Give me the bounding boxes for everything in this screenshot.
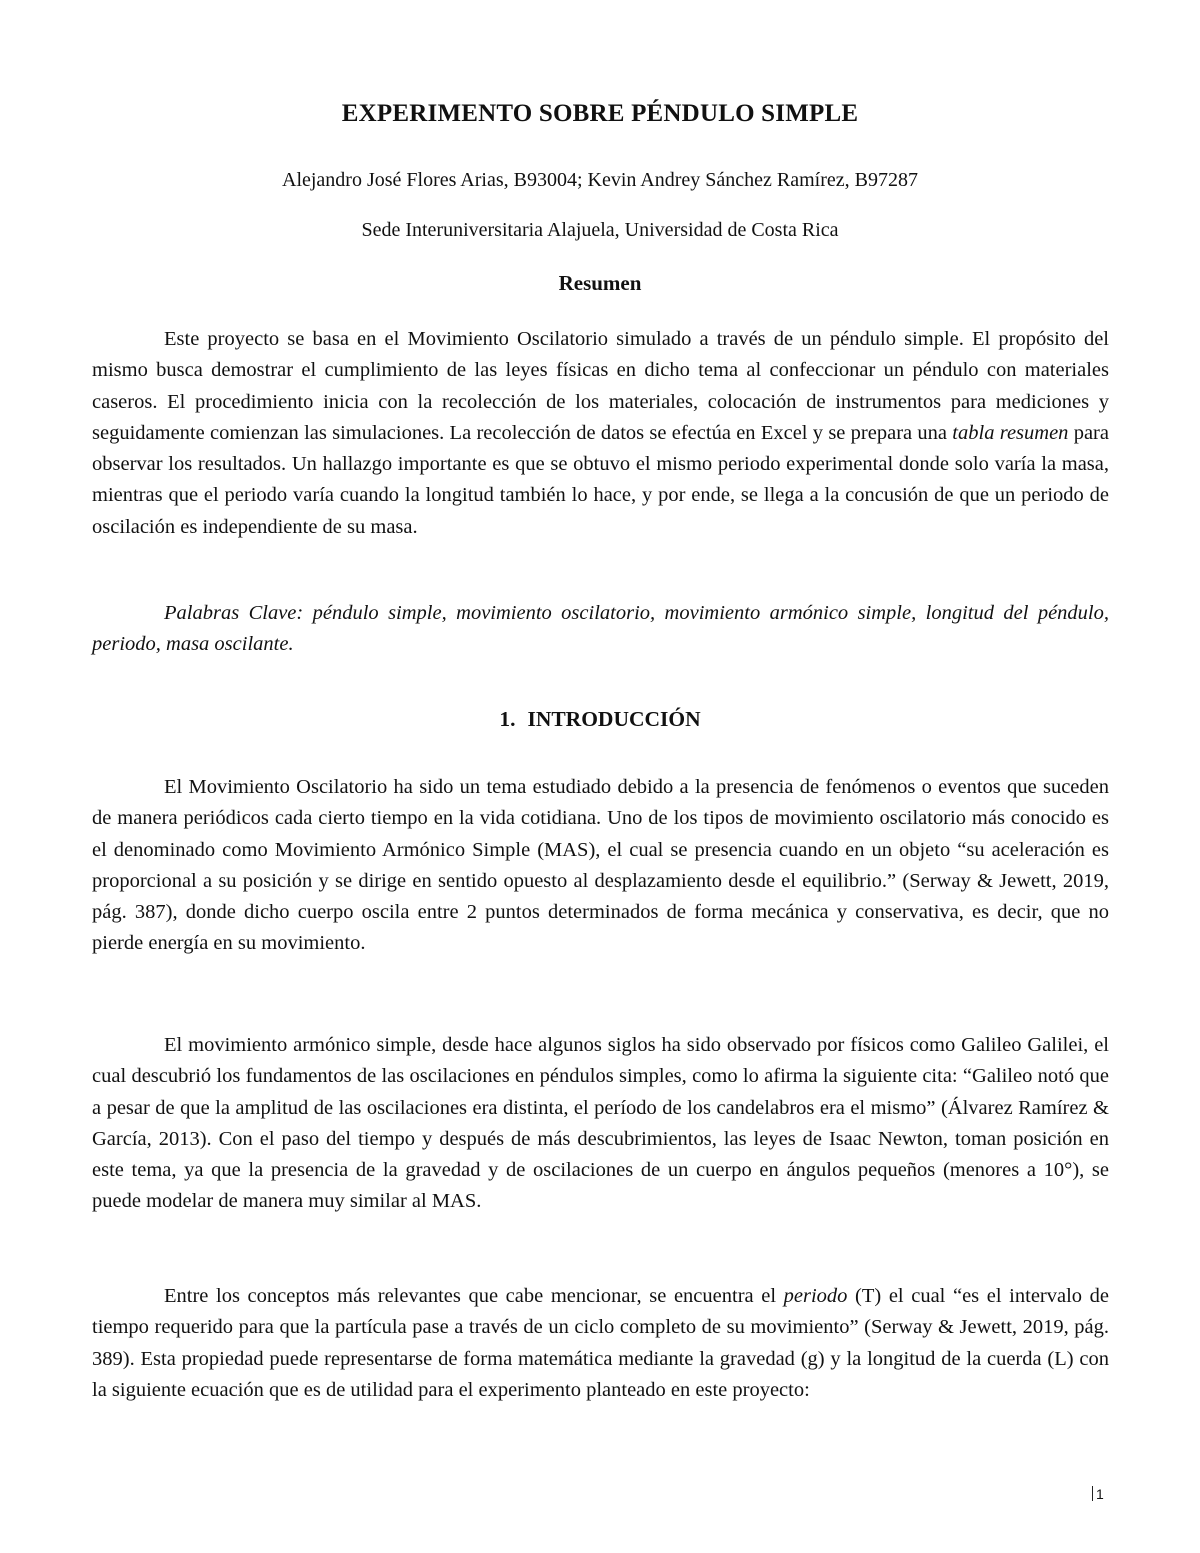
abstract-text-2: para observar los resultados. Un hallazgo importante es que se obtuvo el mismo periodo experimental donde solo varía la masa, mientras que el periodo varía cuando la longitud también lo hace, y por ende, se llega a la concusión de que un periodo de oscilación es independiente de su masa. — [92, 421, 1109, 538]
abstract-paragraph — [92, 324, 1109, 543]
page-number-value: 1 — [1096, 1486, 1104, 1502]
paper-title: EXPERIMENTO SOBRE PÉNDULO SIMPLE — [341, 100, 859, 127]
intro3-text-1: Entre los conceptos más relevantes que cabe mencionar, se encuentra el — [164, 1285, 784, 1307]
abstract-text-1: Este proyecto se basa en el Movimiento Oscilatorio simulado a través de un péndulo simple. El propósito del mismo busca demostrar el cumplimiento de las leyes físicas en dicho tema al confeccionar un péndulo con materiales caseros. El procedimiento inicia con la recolección de los materiales, colocación de instrumentos para mediciones y seguidamente comienzan las simulaciones. La recolección de datos se efectúa en Excel y se prepara una — [92, 328, 1109, 444]
section-heading-introduction — [0, 707, 1200, 732]
affiliation: Sede Interuniversitaria Alajuela, Universidad de Costa Rica — [361, 219, 839, 241]
intro-paragraph-1: El Movimiento Oscilatorio ha sido un tema estudiado debido a la presencia de fenómenos o eventos que suceden de manera periódicos cada cierto tiempo en la vida cotidiana. Uno de los tipos de movimiento oscilatorio más conocido es el denominado como Movimiento Armónico Simple (MAS), el cual se presencia cuando en un objeto “su aceleración es proporcional a su posición y se dirige en sentido opuesto al desplazamiento desde el equilibrio.” (Serway & Jewett, 2019, pág. 387), donde dicho cuerpo oscila entre 2 puntos determinados de forma mecánica y conservativa, es decir, que no pierde energía en su movimiento. — [92, 776, 1109, 955]
keywords-paragraph: Palabras Clave: péndulo simple, movimiento oscilatorio, movimiento armónico simple, longitud del péndulo, periodo, masa oscilante. — [92, 602, 1109, 655]
intro-paragraph-2: El movimiento armónico simple, desde hace algunos siglos ha sido observado por físicos como Galileo Galilei, el cual descubrió los fundamentos de las oscilaciones en péndulos simples, como lo afirma la siguiente cita: “Galileo notó que a pesar de que la amplitud de las oscilaciones era distinta, el período de los candelabros era el mismo” (Álvarez Ramírez & García, 2013). Con el paso del tiempo y después de más descubrimientos, las leyes de Isaac Newton, toman posición en este tema, ya que la presencia de la gravedad y de oscilaciones de un cuerpo en ángulos pequeños (menores a 10°), se puede modelar de manera muy similar al MAS. — [92, 1034, 1109, 1213]
page-number — [1092, 1486, 1104, 1502]
page-number-divider — [1092, 1486, 1093, 1501]
abstract-italic-term: tabla resumen — [952, 421, 1069, 444]
intro3-italic-term: periodo — [783, 1285, 848, 1307]
intro-paragraph-3 — [92, 1281, 1109, 1406]
section-title: INTRODUCCIÓN — [527, 707, 701, 731]
intro3-text-2: (T) el cual “es el intervalo de tiempo requerido para que la partícula pase a través de un ciclo completo de su movimiento” (Serway & Jewett, 2019, pág. 389). Esta propiedad puede representarse de forma matemática mediante la gravedad (g) y la longitud de la cuerda (L) con la siguiente ecuación que es de utilidad para el experimento planteado en este proyecto: — [92, 1285, 1109, 1401]
section-number: 1. — [499, 707, 516, 731]
author-list: Alejandro José Flores Arias, B93004; Kevin Andrey Sánchez Ramírez, B97287 — [282, 169, 918, 191]
abstract-heading: Resumen — [558, 271, 642, 295]
